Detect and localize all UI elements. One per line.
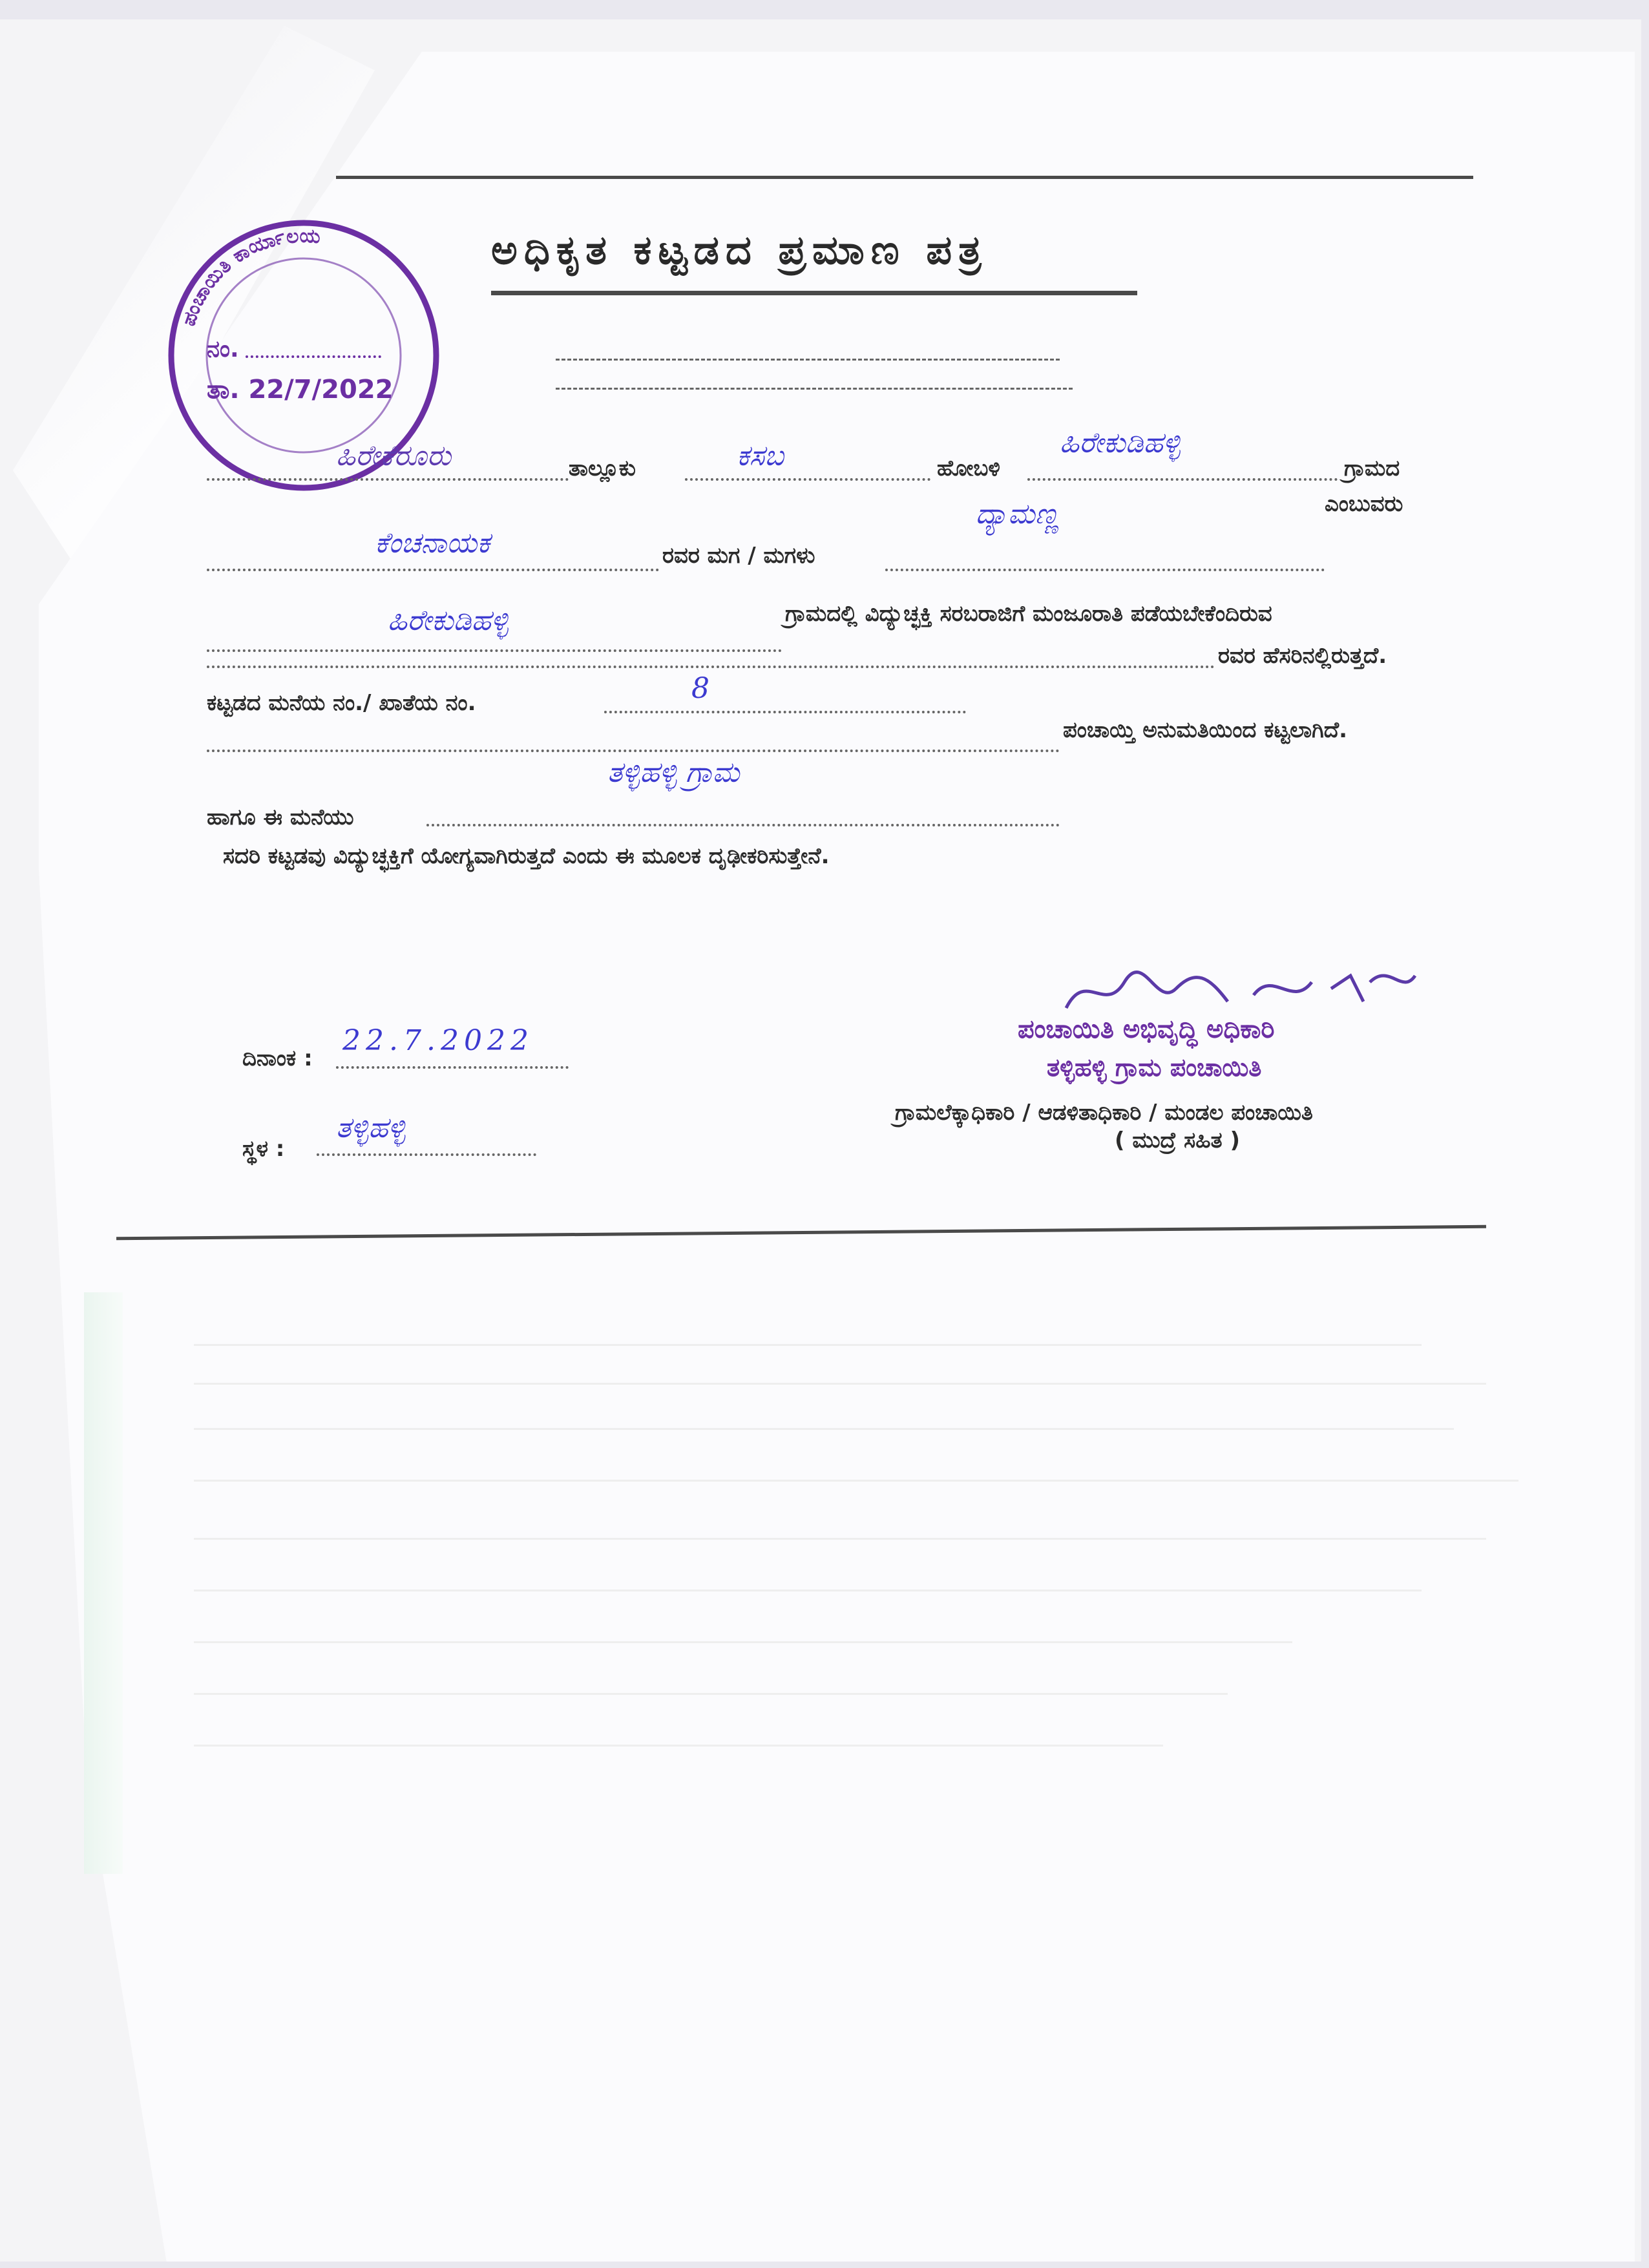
gramadalli-label: ಗ್ರಾಮದಲ್ಲಿ ವಿದ್ಯುಚ್ಛಕ್ತಿ ಸರಬರಾಜಿಗೆ ಮಂಜೂರಾತಿ ಪಡೆಯಬೇಕೆಂದಿರುವ xyxy=(785,601,1272,627)
panchayitu-label: ಪಂಚಾಯ್ತಿ ಅನುಮತಿಯಿಂದ ಕಟ್ಟಲಾಗಿದೆ. xyxy=(1063,717,1347,743)
top-rule xyxy=(336,176,1473,179)
sign-stamp-line2: ತಳ್ಳಿಹಳ್ಳಿ ಗ್ರಾಮ ಪಂಚಾಯಿತಿ xyxy=(1047,1053,1262,1082)
seal-note: ( ಮುದ್ರೆ ಸಹಿತ ) xyxy=(1115,1128,1240,1153)
hobali-blank xyxy=(685,478,930,481)
bleed-line xyxy=(194,1745,1163,1747)
document-title: ಅಧಿಕೃತ ಕಟ್ಟಡದ ಪ್ರಮಾಣ ಪತ್ರ xyxy=(491,226,988,273)
village2-value: ಹಿರೇಕುಡಿಹಳ್ಳಿ xyxy=(388,604,509,637)
village-value: ಹಿರೇಕುಡಿಹಳ್ಳಿ xyxy=(1060,426,1181,459)
name-blank xyxy=(885,569,1325,571)
place-value: ತಳ್ಳಿಹಳ್ಳಿ xyxy=(336,1111,406,1144)
kattadada-label: ಕಟ್ಟಡದ ಮನೆಯ ನಂ./ ಖಾತೆಯ ನಂ. xyxy=(207,690,476,716)
name-value: ದ್ಯಾಮಣ್ಣ xyxy=(976,498,1060,530)
sheet-edge xyxy=(84,1292,123,1874)
father-blank xyxy=(207,569,659,571)
bleed-line xyxy=(194,1428,1454,1430)
bleed-line xyxy=(194,1538,1486,1540)
sign-stamp-line1: ಪಂಚಾಯಿತಿ ಅಭಿವೃದ್ಧಿ ಅಧಿಕಾರಿ xyxy=(1018,1014,1275,1044)
hobali-value: ಕಸಬ xyxy=(737,439,784,472)
ravara-maga-label: ರವರ ಮಗ / ಮಗಳು xyxy=(662,543,815,569)
seal-no-line xyxy=(246,355,381,358)
heading-dash-line xyxy=(556,359,1060,361)
gramada-label: ಗ್ರಾಮದ xyxy=(1344,456,1400,481)
village2-blank xyxy=(207,649,782,652)
place-label: ಸ್ಥಳ : xyxy=(242,1136,285,1162)
taluk-value: ಹಿರೇಕೆರೂರು xyxy=(336,439,452,472)
title-underline xyxy=(491,291,1137,295)
taluk-blank xyxy=(207,478,569,481)
bleed-line xyxy=(194,1590,1422,1591)
bleed-line xyxy=(194,1693,1228,1695)
officer-designation: ಗ್ರಾಮಲೆಕ್ಕಾಧಿಕಾರಿ / ಆಡಳಿತಾಧಿಕಾರಿ / ಮಂಡಲ ಪಂಚಾಯಿತಿ xyxy=(895,1100,1313,1126)
panchayat-blank xyxy=(207,750,1060,752)
haagu-blank xyxy=(426,824,1060,826)
taluku-label: ತಾಲ್ಲೂಕು xyxy=(569,456,636,481)
house-no-value: 8 xyxy=(691,672,709,705)
place-blank xyxy=(317,1153,536,1156)
village-blank xyxy=(1027,478,1338,481)
bleed-line xyxy=(194,1383,1486,1385)
hesarinalli-label: ರವರ ಹೆಸರಿನಲ್ಲಿರುತ್ತದೆ. xyxy=(1218,643,1387,669)
bleed-line xyxy=(194,1480,1518,1482)
date-value: 22.7.2022 xyxy=(342,1024,534,1057)
father-value: ಕೆಂಚನಾಯಕ xyxy=(375,527,490,560)
seal-ring-text: ಪಂಚಾಯಿತಿ ಕಾರ್ಯಾಲಯ xyxy=(177,224,321,329)
seal-date: ತಾ. 22/7/2022 xyxy=(207,375,394,404)
certification-text: ಸದರಿ ಕಟ್ಟಡವು ವಿದ್ಯುಚ್ಛಕ್ತಿಗೆ ಯೋಗ್ಯವಾಗಿರುತ್ತದೆ ಎಂದು ಈ ಮೂಲಕ ದೃಢೀಕರಿಸುತ್ತೇನೆ. xyxy=(223,843,830,869)
date-label: ದಿನಾಂಕ : xyxy=(242,1045,313,1071)
embuvaru-label: ಎಂಬುವರು xyxy=(1325,491,1403,517)
seal-no-label: ನಂ. xyxy=(207,336,239,362)
heading-dash-line-2 xyxy=(556,388,1073,390)
panchayat-value: ತಳ್ಳಿಹಳ್ಳಿ ಗ್ರಾಮ xyxy=(607,756,740,789)
bleed-line xyxy=(194,1641,1292,1643)
haagu-label: ಹಾಗೂ ಈ ಮನೆಯು xyxy=(207,804,354,830)
bleed-line xyxy=(194,1344,1422,1346)
hobali-label: ಹೋಬಳಿ xyxy=(937,456,1000,481)
house-no-blank xyxy=(604,711,966,713)
owner-blank xyxy=(207,666,1215,668)
date-blank xyxy=(336,1066,569,1069)
